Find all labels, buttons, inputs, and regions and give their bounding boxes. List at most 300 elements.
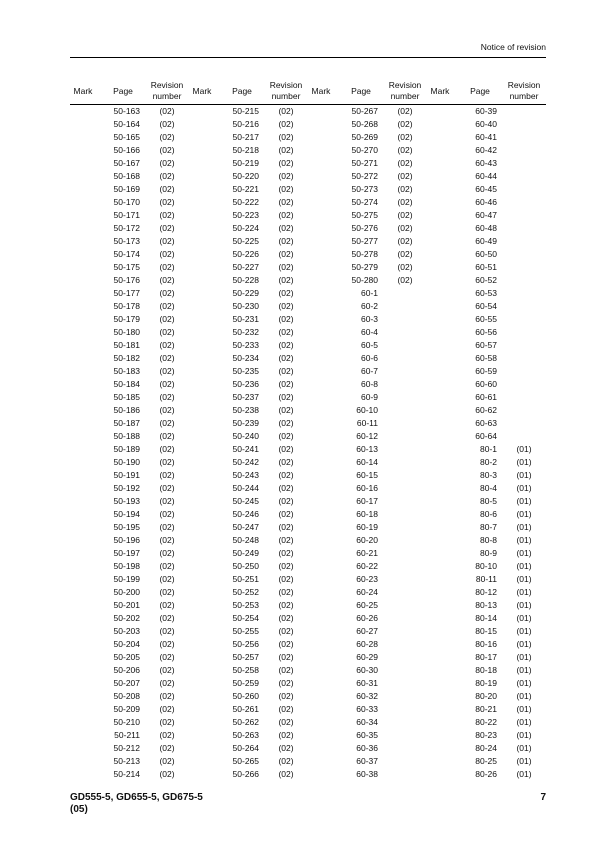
revision-cell: (02) xyxy=(278,379,294,389)
page-cell: 60-29 xyxy=(356,652,378,662)
revision-cell: (02) xyxy=(159,431,175,441)
page-cell: 60-54 xyxy=(475,301,497,311)
table-row xyxy=(70,196,546,209)
column-header-revision-line1: Revision xyxy=(150,80,184,90)
revision-cell: (02) xyxy=(278,106,294,116)
table-row xyxy=(70,638,546,651)
table-row xyxy=(70,300,546,313)
revision-cell: (02) xyxy=(278,691,294,701)
table-row xyxy=(70,677,546,690)
revision-cell: (02) xyxy=(159,249,175,259)
revision-cell: (01) xyxy=(516,522,532,532)
page-cell: 50-220 xyxy=(232,171,259,181)
revision-cell: (02) xyxy=(278,561,294,571)
page-cell: 80-17 xyxy=(475,652,497,662)
page-cell: 50-257 xyxy=(232,652,259,662)
page-cell: 50-164 xyxy=(113,119,140,129)
page-cell: 50-179 xyxy=(113,314,140,324)
page-cell: 80-12 xyxy=(475,587,497,597)
column-header-page: Page xyxy=(232,86,252,96)
page-cell: 50-173 xyxy=(113,236,140,246)
revision-cell: (02) xyxy=(159,171,175,181)
page-cell: 50-211 xyxy=(114,730,140,740)
page-cell: 60-44 xyxy=(475,171,497,181)
page-cell: 50-189 xyxy=(113,444,140,454)
page-cell: 50-205 xyxy=(113,652,140,662)
page-cell: 60-5 xyxy=(360,340,378,350)
page-cell: 80-23 xyxy=(475,730,497,740)
column-header-revision-line2: number xyxy=(271,91,301,101)
page-cell: 60-25 xyxy=(356,600,378,610)
revision-cell: (02) xyxy=(278,392,294,402)
revision-cell: (02) xyxy=(159,366,175,376)
page-cell: 60-62 xyxy=(475,405,497,415)
revision-cell: (02) xyxy=(278,145,294,155)
page-cell: 50-222 xyxy=(232,197,259,207)
revision-cell: (01) xyxy=(516,613,532,623)
revision-cell: (01) xyxy=(516,496,532,506)
page-cell: 50-258 xyxy=(232,665,259,675)
revision-cell: (02) xyxy=(278,119,294,129)
page-cell: 80-20 xyxy=(475,691,497,701)
page-cell: 50-197 xyxy=(113,548,140,558)
page-cell: 60-55 xyxy=(475,314,497,324)
revision-cell: (02) xyxy=(159,106,175,116)
page-cell: 50-174 xyxy=(113,249,140,259)
page-cell: 50-279 xyxy=(351,262,378,272)
page-cell: 80-8 xyxy=(479,535,497,545)
page-cell: 50-264 xyxy=(232,743,259,753)
page-cell: 60-40 xyxy=(475,119,497,129)
revision-cell: (02) xyxy=(278,418,294,428)
page-cell: 80-22 xyxy=(475,717,497,727)
revision-cell: (02) xyxy=(159,392,175,402)
revision-cell: (02) xyxy=(159,717,175,727)
page-cell: 50-196 xyxy=(113,535,140,545)
table-row xyxy=(70,521,546,534)
page-cell: 50-186 xyxy=(113,405,140,415)
page-cell: 50-266 xyxy=(232,769,259,779)
page-cell: 50-208 xyxy=(113,691,140,701)
revision-cell: (01) xyxy=(516,587,532,597)
revision-cell: (01) xyxy=(516,730,532,740)
revision-cell: (02) xyxy=(159,639,175,649)
revision-cell: (02) xyxy=(397,158,413,168)
page-cell: 50-240 xyxy=(232,431,259,441)
page-cell: 50-199 xyxy=(113,574,140,584)
revision-cell: (01) xyxy=(516,444,532,454)
revision-cell: (02) xyxy=(278,574,294,584)
table-row xyxy=(70,365,546,378)
revision-cell: (02) xyxy=(159,769,175,779)
page-cell: 60-21 xyxy=(356,548,378,558)
page-cell: 60-6 xyxy=(360,353,378,363)
revision-cell: (01) xyxy=(516,691,532,701)
revision-cell: (02) xyxy=(278,340,294,350)
revision-cell: (02) xyxy=(278,158,294,168)
page-cell: 50-251 xyxy=(232,574,259,584)
revision-cell: (02) xyxy=(159,678,175,688)
revision-cell: (02) xyxy=(397,236,413,246)
table-row xyxy=(70,339,546,352)
page-cell: 50-163 xyxy=(113,106,140,116)
revision-cell: (02) xyxy=(397,184,413,194)
revision-cell: (02) xyxy=(159,626,175,636)
page-cell: 50-185 xyxy=(113,392,140,402)
revision-cell: (02) xyxy=(278,509,294,519)
revision-cell: (02) xyxy=(278,626,294,636)
page-cell: 60-60 xyxy=(475,379,497,389)
page-cell: 60-52 xyxy=(475,275,497,285)
revision-cell: (01) xyxy=(516,639,532,649)
revision-cell: (02) xyxy=(278,132,294,142)
page-cell: 80-19 xyxy=(475,678,497,688)
table-row xyxy=(70,768,546,781)
table-row xyxy=(70,729,546,742)
page-cell: 50-239 xyxy=(232,418,259,428)
page-cell: 50-184 xyxy=(113,379,140,389)
revision-cell: (02) xyxy=(159,561,175,571)
table-row xyxy=(70,313,546,326)
table-row xyxy=(70,573,546,586)
revision-cell: (01) xyxy=(516,509,532,519)
revision-cell: (02) xyxy=(159,314,175,324)
page-cell: 50-259 xyxy=(232,678,259,688)
page-cell: 50-176 xyxy=(113,275,140,285)
page-cell: 50-270 xyxy=(351,145,378,155)
table-row xyxy=(70,443,546,456)
table-row xyxy=(70,469,546,482)
page-cell: 50-215 xyxy=(232,106,259,116)
table-row xyxy=(70,625,546,638)
revision-cell: (02) xyxy=(278,327,294,337)
page-cell: 60-45 xyxy=(475,184,497,194)
revision-cell: (01) xyxy=(516,548,532,558)
revision-table xyxy=(70,80,546,781)
page-cell: 60-1 xyxy=(360,288,378,298)
page-cell: 60-56 xyxy=(475,327,497,337)
page-cell: 60-38 xyxy=(356,769,378,779)
page-cell: 60-57 xyxy=(475,340,497,350)
page-cell: 50-224 xyxy=(232,223,259,233)
page-cell: 50-170 xyxy=(113,197,140,207)
table-row xyxy=(70,430,546,443)
revision-cell: (02) xyxy=(159,119,175,129)
revision-cell: (02) xyxy=(278,730,294,740)
page-cell: 50-178 xyxy=(113,301,140,311)
table-row xyxy=(70,417,546,430)
revision-cell: (02) xyxy=(278,496,294,506)
table-row xyxy=(70,456,546,469)
page-cell: 60-46 xyxy=(475,197,497,207)
page-cell: 80-7 xyxy=(479,522,497,532)
page-cell: 50-195 xyxy=(113,522,140,532)
column-header-revision-line1: Revision xyxy=(507,80,541,90)
page-cell: 60-43 xyxy=(475,158,497,168)
revision-cell: (02) xyxy=(397,106,413,116)
revision-cell: (01) xyxy=(516,717,532,727)
page-cell: 80-25 xyxy=(475,756,497,766)
page-cell: 50-235 xyxy=(232,366,259,376)
page-cell: 60-27 xyxy=(356,626,378,636)
page-cell: 50-190 xyxy=(113,457,140,467)
revision-cell: (02) xyxy=(278,613,294,623)
page-cell: 60-58 xyxy=(475,353,497,363)
table-row xyxy=(70,131,546,144)
table-row xyxy=(70,716,546,729)
revision-cell: (01) xyxy=(516,665,532,675)
revision-cell: (02) xyxy=(159,327,175,337)
page-cell: 80-13 xyxy=(475,600,497,610)
revision-cell: (02) xyxy=(278,756,294,766)
revision-cell: (01) xyxy=(516,626,532,636)
revision-cell: (02) xyxy=(397,249,413,259)
revision-cell: (02) xyxy=(278,249,294,259)
page-cell: 60-22 xyxy=(356,561,378,571)
page-cell: 50-172 xyxy=(113,223,140,233)
revision-cell: (02) xyxy=(159,483,175,493)
page-cell: 50-278 xyxy=(351,249,378,259)
page-cell: 60-36 xyxy=(356,743,378,753)
revision-cell: (02) xyxy=(278,548,294,558)
page-cell: 50-232 xyxy=(232,327,259,337)
page-cell: 50-275 xyxy=(351,210,378,220)
column-header-revision-line2: number xyxy=(509,91,539,101)
page-cell: 50-171 xyxy=(113,210,140,220)
table-row xyxy=(70,157,546,170)
revision-cell: (02) xyxy=(159,197,175,207)
page-cell: 60-51 xyxy=(475,262,497,272)
page-cell: 50-214 xyxy=(113,769,140,779)
page-cell: 50-246 xyxy=(232,509,259,519)
revision-cell: (02) xyxy=(397,223,413,233)
page-cell: 50-180 xyxy=(113,327,140,337)
page-cell: 60-39 xyxy=(475,106,497,116)
page-cell: 60-18 xyxy=(356,509,378,519)
revision-cell: (01) xyxy=(516,678,532,688)
revision-cell: (02) xyxy=(159,288,175,298)
revision-cell: (02) xyxy=(159,236,175,246)
revision-cell: (01) xyxy=(516,769,532,779)
revision-cell: (02) xyxy=(159,418,175,428)
page-header-title: Notice of revision xyxy=(480,42,546,52)
table-row xyxy=(70,170,546,183)
table-row xyxy=(70,742,546,755)
page-cell: 50-206 xyxy=(113,665,140,675)
column-header-mark: Mark xyxy=(311,86,331,96)
page-cell: 80-5 xyxy=(479,496,497,506)
table-row xyxy=(70,755,546,768)
table-row xyxy=(70,209,546,222)
page-cell: 60-3 xyxy=(360,314,378,324)
revision-cell: (01) xyxy=(516,652,532,662)
page-cell: 50-273 xyxy=(351,184,378,194)
column-header-revision-line2: number xyxy=(390,91,420,101)
page-cell: 50-274 xyxy=(351,197,378,207)
revision-cell: (02) xyxy=(159,691,175,701)
table-row xyxy=(70,144,546,157)
table-row xyxy=(70,482,546,495)
table-row xyxy=(70,651,546,664)
page-cell: 80-6 xyxy=(479,509,497,519)
page-cell: 60-10 xyxy=(356,405,378,415)
page-cell: 50-256 xyxy=(232,639,259,649)
table-row xyxy=(70,378,546,391)
table-body xyxy=(70,105,546,781)
page-cell: 60-7 xyxy=(360,366,378,376)
table-row xyxy=(70,105,546,118)
page-cell: 80-2 xyxy=(479,457,497,467)
revision-cell: (02) xyxy=(278,704,294,714)
page-cell: 50-221 xyxy=(232,184,259,194)
page-cell: 60-49 xyxy=(475,236,497,246)
page-cell: 50-175 xyxy=(113,262,140,272)
revision-cell: (02) xyxy=(159,184,175,194)
revision-cell: (02) xyxy=(159,405,175,415)
revision-cell: (02) xyxy=(159,665,175,675)
table-row xyxy=(70,287,546,300)
page-cell: 50-209 xyxy=(113,704,140,714)
page-cell: 80-1 xyxy=(479,444,497,454)
page-cell: 50-201 xyxy=(113,600,140,610)
table-row xyxy=(70,261,546,274)
table-row xyxy=(70,235,546,248)
page-cell: 80-15 xyxy=(475,626,497,636)
footer-model-line2: (05) xyxy=(70,804,88,815)
page-cell: 60-30 xyxy=(356,665,378,675)
page-cell: 60-8 xyxy=(360,379,378,389)
revision-cell: (02) xyxy=(278,444,294,454)
page-cell: 50-262 xyxy=(232,717,259,727)
page-cell: 60-35 xyxy=(356,730,378,740)
column-header-mark: Mark xyxy=(192,86,212,96)
page-cell: 60-19 xyxy=(356,522,378,532)
revision-cell: (01) xyxy=(516,483,532,493)
revision-cell: (01) xyxy=(516,600,532,610)
page-cell: 60-15 xyxy=(356,470,378,480)
page-cell: 50-227 xyxy=(232,262,259,272)
revision-cell: (02) xyxy=(159,704,175,714)
revision-cell: (01) xyxy=(516,561,532,571)
page-cell: 60-48 xyxy=(475,223,497,233)
page-cell: 50-167 xyxy=(113,158,140,168)
column-header-page: Page xyxy=(351,86,371,96)
page-cell: 50-229 xyxy=(232,288,259,298)
table-row xyxy=(70,508,546,521)
table-row xyxy=(70,599,546,612)
page-cell: 50-212 xyxy=(113,743,140,753)
table-row xyxy=(70,612,546,625)
page-cell: 50-247 xyxy=(232,522,259,532)
page-cell: 60-28 xyxy=(356,639,378,649)
revision-cell: (02) xyxy=(278,470,294,480)
page-cell: 60-63 xyxy=(475,418,497,428)
column-header-page: Page xyxy=(470,86,490,96)
column-header-revision xyxy=(265,80,307,102)
table-row xyxy=(70,534,546,547)
revision-cell: (02) xyxy=(278,223,294,233)
revision-cell: (02) xyxy=(159,275,175,285)
column-header-revision xyxy=(146,80,188,102)
page-cell: 60-20 xyxy=(356,535,378,545)
revision-cell: (02) xyxy=(159,158,175,168)
page-cell: 50-187 xyxy=(113,418,140,428)
page-cell: 60-23 xyxy=(356,574,378,584)
page-cell: 80-3 xyxy=(479,470,497,480)
page-cell: 50-254 xyxy=(232,613,259,623)
revision-cell: (02) xyxy=(159,587,175,597)
table-row xyxy=(70,404,546,417)
revision-cell: (02) xyxy=(278,197,294,207)
revision-cell: (02) xyxy=(278,275,294,285)
revision-cell: (02) xyxy=(397,275,413,285)
table-row xyxy=(70,664,546,677)
page-cell: 60-64 xyxy=(475,431,497,441)
page-cell: 50-244 xyxy=(232,483,259,493)
column-header-revision xyxy=(384,80,426,102)
revision-cell: (01) xyxy=(516,470,532,480)
page-cell: 80-14 xyxy=(475,613,497,623)
page-cell: 50-219 xyxy=(232,158,259,168)
page-cell: 80-9 xyxy=(479,548,497,558)
revision-cell: (02) xyxy=(278,236,294,246)
revision-cell: (02) xyxy=(159,210,175,220)
revision-cell: (02) xyxy=(278,457,294,467)
revision-cell: (02) xyxy=(159,145,175,155)
page-cell: 60-53 xyxy=(475,288,497,298)
page-cell: 50-267 xyxy=(351,106,378,116)
page-cell: 50-230 xyxy=(232,301,259,311)
page-cell: 60-12 xyxy=(356,431,378,441)
page-cell: 60-37 xyxy=(356,756,378,766)
page-cell: 50-203 xyxy=(113,626,140,636)
column-header-mark: Mark xyxy=(73,86,93,96)
revision-cell: (02) xyxy=(159,262,175,272)
page-cell: 50-177 xyxy=(113,288,140,298)
page-cell: 80-10 xyxy=(475,561,497,571)
revision-cell: (02) xyxy=(278,587,294,597)
page-cell: 50-242 xyxy=(232,457,259,467)
page-cell: 50-168 xyxy=(113,171,140,181)
page-cell: 50-166 xyxy=(113,145,140,155)
revision-cell: (02) xyxy=(278,665,294,675)
page-cell: 50-248 xyxy=(232,535,259,545)
page-cell: 80-11 xyxy=(475,574,497,584)
page-cell: 50-269 xyxy=(351,132,378,142)
page-cell: 50-213 xyxy=(113,756,140,766)
revision-cell: (02) xyxy=(278,366,294,376)
revision-cell: (02) xyxy=(159,444,175,454)
page-cell: 60-33 xyxy=(356,704,378,714)
revision-cell: (02) xyxy=(159,457,175,467)
table-row xyxy=(70,183,546,196)
revision-cell: (01) xyxy=(516,574,532,584)
revision-cell: (02) xyxy=(159,509,175,519)
footer-page-number: 7 xyxy=(540,792,546,803)
page-cell: 50-192 xyxy=(113,483,140,493)
revision-cell: (02) xyxy=(159,340,175,350)
column-header-revision xyxy=(503,80,545,102)
revision-cell: (02) xyxy=(159,756,175,766)
revision-cell: (02) xyxy=(159,600,175,610)
page-cell: 50-237 xyxy=(232,392,259,402)
table-row xyxy=(70,352,546,365)
page-cell: 50-234 xyxy=(232,353,259,363)
revision-cell: (02) xyxy=(278,483,294,493)
page-cell: 80-21 xyxy=(475,704,497,714)
page-cell: 60-50 xyxy=(475,249,497,259)
page-cell: 50-226 xyxy=(232,249,259,259)
